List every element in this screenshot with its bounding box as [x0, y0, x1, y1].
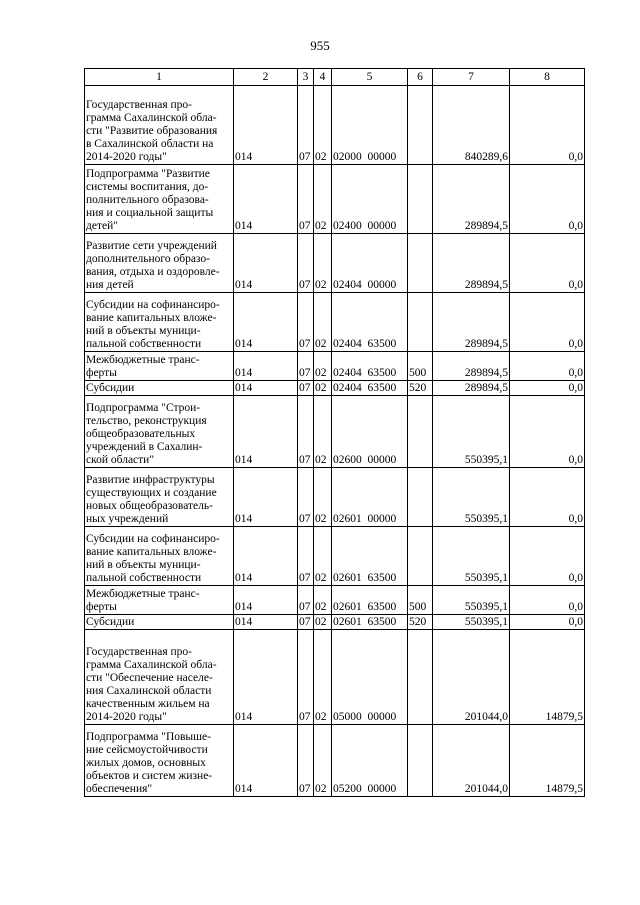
row-amount-2: 0,0 — [510, 586, 585, 615]
row-expense-type — [408, 234, 433, 293]
row-target-code: 02404 00000 — [332, 234, 408, 293]
row-expense-type — [408, 630, 433, 725]
table-row — [85, 396, 585, 468]
row-target-code: 05000 00000 — [332, 630, 408, 725]
row-ministry-code: 014 — [234, 293, 298, 352]
header-cell: 1 — [85, 69, 234, 86]
row-expense-type: 520 — [408, 381, 433, 396]
row-amount-2: 14879,5 — [510, 725, 585, 797]
row-name-cell: Субсидии — [85, 615, 234, 630]
table-row — [85, 352, 585, 381]
row-amount-1: 201044,0 — [433, 725, 510, 797]
row-ministry-code: 014 — [234, 527, 298, 586]
header-row — [85, 69, 585, 86]
row-section-code: 07 — [298, 352, 314, 381]
row-ministry-code: 014 — [234, 468, 298, 527]
row-name-cell: Подпрограмма "Развитие системы воспитания, до- полнительного образова- ния и социальной защиты детей" — [85, 165, 234, 234]
row-amount-2: 0,0 — [510, 527, 585, 586]
row-subsection-code: 02 — [314, 396, 332, 468]
row-subsection-code: 02 — [314, 615, 332, 630]
row-amount-2: 0,0 — [510, 234, 585, 293]
row-amount-1: 289894,5 — [433, 234, 510, 293]
row-ministry-code: 014 — [234, 381, 298, 396]
row-ministry-code: 014 — [234, 615, 298, 630]
row-amount-1: 550395,1 — [433, 527, 510, 586]
row-name-cell: Подпрограмма "Строи- тельство, реконструкция общеобразовательных учреждений в Сахалин- ской области" — [85, 396, 234, 468]
row-target-code: 02601 00000 — [332, 468, 408, 527]
row-subsection-code: 02 — [314, 725, 332, 797]
header-cell: 6 — [408, 69, 433, 86]
row-expense-type — [408, 86, 433, 165]
row-section-code: 07 — [298, 234, 314, 293]
row-amount-1: 840289,6 — [433, 86, 510, 165]
row-amount-1: 201044,0 — [433, 630, 510, 725]
table-row — [85, 293, 585, 352]
row-subsection-code: 02 — [314, 352, 332, 381]
row-amount-1: 289894,5 — [433, 293, 510, 352]
row-expense-type — [408, 468, 433, 527]
row-target-code: 02600 00000 — [332, 396, 408, 468]
row-amount-2: 0,0 — [510, 352, 585, 381]
row-target-code: 02601 63500 — [332, 615, 408, 630]
row-subsection-code: 02 — [314, 527, 332, 586]
budget-table — [84, 68, 585, 797]
row-amount-2: 0,0 — [510, 468, 585, 527]
row-subsection-code: 02 — [314, 86, 332, 165]
row-amount-1: 289894,5 — [433, 165, 510, 234]
row-ministry-code: 014 — [234, 586, 298, 615]
header-cell: 4 — [314, 69, 332, 86]
table-row — [85, 630, 585, 725]
row-expense-type — [408, 527, 433, 586]
row-target-code: 02404 63500 — [332, 381, 408, 396]
row-section-code: 07 — [298, 468, 314, 527]
row-section-code: 07 — [298, 86, 314, 165]
header-cell: 5 — [332, 69, 408, 86]
row-expense-type: 520 — [408, 615, 433, 630]
header-cell: 3 — [298, 69, 314, 86]
row-ministry-code: 014 — [234, 86, 298, 165]
row-subsection-code: 02 — [314, 468, 332, 527]
row-section-code: 07 — [298, 165, 314, 234]
row-name-cell: Подпрограмма "Повыше- ние сейсмоустойчивости жилых домов, основных объектов и систем жизне- обеспечения" — [85, 725, 234, 797]
table-row — [85, 468, 585, 527]
row-subsection-code: 02 — [314, 293, 332, 352]
row-section-code: 07 — [298, 630, 314, 725]
table-row — [85, 234, 585, 293]
row-name-cell: Развитие инфраструктуры существующих и создание новых общеобразователь- ных учреждений — [85, 468, 234, 527]
row-expense-type — [408, 396, 433, 468]
row-name-cell: Развитие сети учреждений дополнительного образо- вания, отдыха и оздоровле- ния детей — [85, 234, 234, 293]
row-amount-1: 289894,5 — [433, 381, 510, 396]
row-amount-2: 0,0 — [510, 615, 585, 630]
row-name-cell: Межбюджетные транс- ферты — [85, 352, 234, 381]
row-amount-2: 0,0 — [510, 396, 585, 468]
header-cell: 8 — [510, 69, 585, 86]
table-row — [85, 615, 585, 630]
row-expense-type — [408, 165, 433, 234]
table-body — [85, 86, 585, 797]
row-amount-1: 550395,1 — [433, 468, 510, 527]
table-row — [85, 725, 585, 797]
row-amount-1: 550395,1 — [433, 615, 510, 630]
row-ministry-code: 014 — [234, 630, 298, 725]
row-amount-1: 289894,5 — [433, 352, 510, 381]
row-section-code: 07 — [298, 615, 314, 630]
row-name-cell: Межбюджетные транс- ферты — [85, 586, 234, 615]
header-cell: 2 — [234, 69, 298, 86]
row-expense-type — [408, 293, 433, 352]
row-ministry-code: 014 — [234, 165, 298, 234]
row-target-code: 02601 63500 — [332, 527, 408, 586]
row-subsection-code: 02 — [314, 381, 332, 396]
row-amount-1: 550395,1 — [433, 396, 510, 468]
row-section-code: 07 — [298, 725, 314, 797]
table-row — [85, 165, 585, 234]
row-section-code: 07 — [298, 586, 314, 615]
row-ministry-code: 014 — [234, 396, 298, 468]
row-amount-2: 14879,5 — [510, 630, 585, 725]
row-target-code: 02000 00000 — [332, 86, 408, 165]
row-subsection-code: 02 — [314, 630, 332, 725]
row-name-cell: Субсидии на софинансиро- вание капитальных вложе- ний в объекты муници- пальной собственности — [85, 293, 234, 352]
page-number: 955 — [310, 38, 330, 53]
table-row — [85, 527, 585, 586]
row-subsection-code: 02 — [314, 234, 332, 293]
row-ministry-code: 014 — [234, 234, 298, 293]
row-amount-2: 0,0 — [510, 381, 585, 396]
row-expense-type: 500 — [408, 586, 433, 615]
row-name-cell: Субсидии — [85, 381, 234, 396]
row-section-code: 07 — [298, 396, 314, 468]
row-ministry-code: 014 — [234, 352, 298, 381]
table-row — [85, 586, 585, 615]
header-cell: 7 — [433, 69, 510, 86]
table-row — [85, 381, 585, 396]
row-subsection-code: 02 — [314, 586, 332, 615]
row-target-code: 02404 63500 — [332, 293, 408, 352]
row-expense-type: 500 — [408, 352, 433, 381]
row-name-cell: Субсидии на софинансиро- вание капитальных вложе- ний в объекты муници- пальной собственности — [85, 527, 234, 586]
row-amount-2: 0,0 — [510, 293, 585, 352]
row-amount-1: 550395,1 — [433, 586, 510, 615]
row-amount-2: 0,0 — [510, 165, 585, 234]
row-expense-type — [408, 725, 433, 797]
row-subsection-code: 02 — [314, 165, 332, 234]
row-name-cell: Государственная про- грамма Сахалинской обла- сти "Обеспечение населе- ния Сахалинской области качественным жильем на 2014-2020 годы" — [85, 630, 234, 725]
row-section-code: 07 — [298, 527, 314, 586]
row-target-code: 02400 00000 — [332, 165, 408, 234]
table-row — [85, 86, 585, 165]
row-section-code: 07 — [298, 293, 314, 352]
row-section-code: 07 — [298, 381, 314, 396]
row-target-code: 05200 00000 — [332, 725, 408, 797]
row-target-code: 02404 63500 — [332, 352, 408, 381]
row-ministry-code: 014 — [234, 725, 298, 797]
row-target-code: 02601 63500 — [332, 586, 408, 615]
row-amount-2: 0,0 — [510, 86, 585, 165]
row-name-cell: Государственная про- грамма Сахалинской обла- сти "Развитие образования в Сахалинской области на 2014-2020 годы" — [85, 86, 234, 165]
